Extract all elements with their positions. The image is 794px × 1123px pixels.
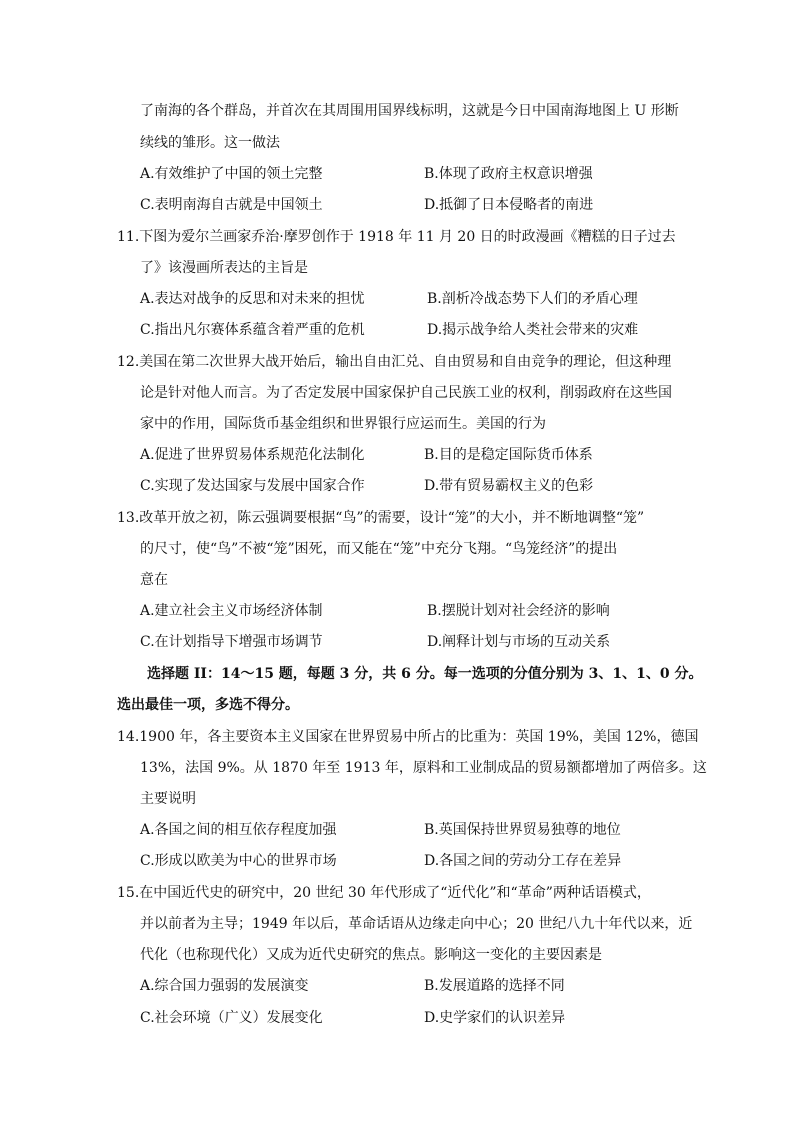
q11-option-a: A.表达对战争的反思和对未来的担忧 <box>140 291 365 307</box>
q15-option-d: D.史学家们的认识差异 <box>424 1010 566 1026</box>
q13-option-b: B.摆脱计划对社会经济的影响 <box>427 603 610 619</box>
q14-option-c: C.形成以欧美为中心的世界市场 <box>140 853 337 869</box>
q14-stem-line-2: 13%，法国 9%。从 1870 年至 1913 年，原料和工业制成品的贸易额都增加了两倍多。这 <box>140 760 707 776</box>
q15-stem-line-1: 15.在中国近代史的研究中，20 世纪 30 年代形成了“近代化”和“革命”两种话语模式， <box>117 885 651 901</box>
q15-stem-line-2: 并以前者为主导；1949 年以后，革命话语从边缘走向中心；20 世纪八九十年代以来，近 <box>140 916 693 932</box>
q14-option-d: D.各国之间的劳动分工存在差异 <box>424 853 622 869</box>
q11-option-b: B.剖析冷战态势下人们的矛盾心理 <box>427 291 638 307</box>
q15-stem-line-3: 代化（也称现代化）又成为近代史研究的焦点。影响这一变化的主要因素是 <box>140 947 602 963</box>
q14-option-b: B.英国保持世界贸易独尊的地位 <box>424 822 621 838</box>
q10-option-a: A.有效维护了中国的领土完整 <box>140 166 323 182</box>
q13-stem-line-2: 的尺寸，使“鸟”不被“笼”困死，而又能在“笼”中充分飞翔。“鸟笼经济”的提出 <box>140 541 618 557</box>
q12-stem-line-1: 12.美国在第二次世界大战开始后，输出自由汇兑、自由贸易和自由竞争的理论，但这种理 <box>117 354 672 370</box>
q12-option-b: B.目的是稳定国际货币体系 <box>424 447 593 463</box>
section-header-line-2: 选出最佳一项，多选不得分。 <box>117 697 299 713</box>
q12-option-a: A.促进了世界贸易体系规范化法制化 <box>140 447 365 463</box>
q13-stem-line-1: 13.改革开放之初，陈云强调要根据“鸟”的需要，设计“笼”的大小，并不断地调整“笼” <box>117 510 645 526</box>
section-header-line-1: 选择题 II：14～15 题，每题 3 分，共 6 分。每一选项的分值分别为 3、1、1、0 分。 <box>147 666 703 682</box>
q15-option-c: C.社会环境（广义）发展变化 <box>140 1010 323 1026</box>
q15-option-b: B.发展道路的选择不同 <box>424 978 565 994</box>
q14-option-a: A.各国之间的相互依存程度加强 <box>140 822 337 838</box>
q10-option-d: D.抵御了日本侵略者的南进 <box>424 197 594 213</box>
q12-option-c: C.实现了发达国家与发展中国家合作 <box>140 478 365 494</box>
q14-stem-line-1: 14.1900 年，各主要资本主义国家在世界贸易中所占的比重为：英国 19%，美国 12%，德国 <box>117 729 699 745</box>
q13-option-c: C.在计划指导下增强市场调节 <box>140 634 323 650</box>
q13-stem-line-3: 意在 <box>140 572 168 588</box>
q12-stem-line-3: 家中的作用，国际货币基金组织和世界银行应运而生。美国的行为 <box>140 416 546 432</box>
q11-stem-line-1: 11.下图为爱尔兰画家乔治·摩罗创作于 1918 年 11 月 20 日的时政漫画《糟糕的日子过去 <box>117 229 676 245</box>
q10-option-c: C.表明南海自古就是中国领土 <box>140 197 323 213</box>
q10-option-b: B.体现了政府主权意识增强 <box>424 166 593 182</box>
q12-stem-line-2: 论是针对他人而言。为了否定发展中国家保护自己民族工业的权利，削弱政府在这些国 <box>140 385 672 401</box>
q15-option-a: A.综合国力强弱的发展演变 <box>140 978 309 994</box>
q10-text-line-2: 续线的雏形。这一做法 <box>140 135 280 151</box>
q14-stem-line-3: 主要说明 <box>140 791 196 807</box>
q13-option-a: A.建立社会主义市场经济体制 <box>140 603 323 619</box>
q12-option-d: D.带有贸易霸权主义的色彩 <box>424 478 594 494</box>
q11-option-d: D.揭示战争给人类社会带来的灾难 <box>427 322 639 338</box>
q11-option-c: C.指出凡尔赛体系蕴含着严重的危机 <box>140 322 365 338</box>
q10-text-line-1: 了南海的各个群岛，并首次在其周围用国界线标明，这就是今日中国南海地图上 U 形断 <box>140 103 679 119</box>
q11-stem-line-2: 了》该漫画所表达的主旨是 <box>140 260 308 276</box>
q13-option-d: D.阐释计划与市场的互动关系 <box>427 634 611 650</box>
